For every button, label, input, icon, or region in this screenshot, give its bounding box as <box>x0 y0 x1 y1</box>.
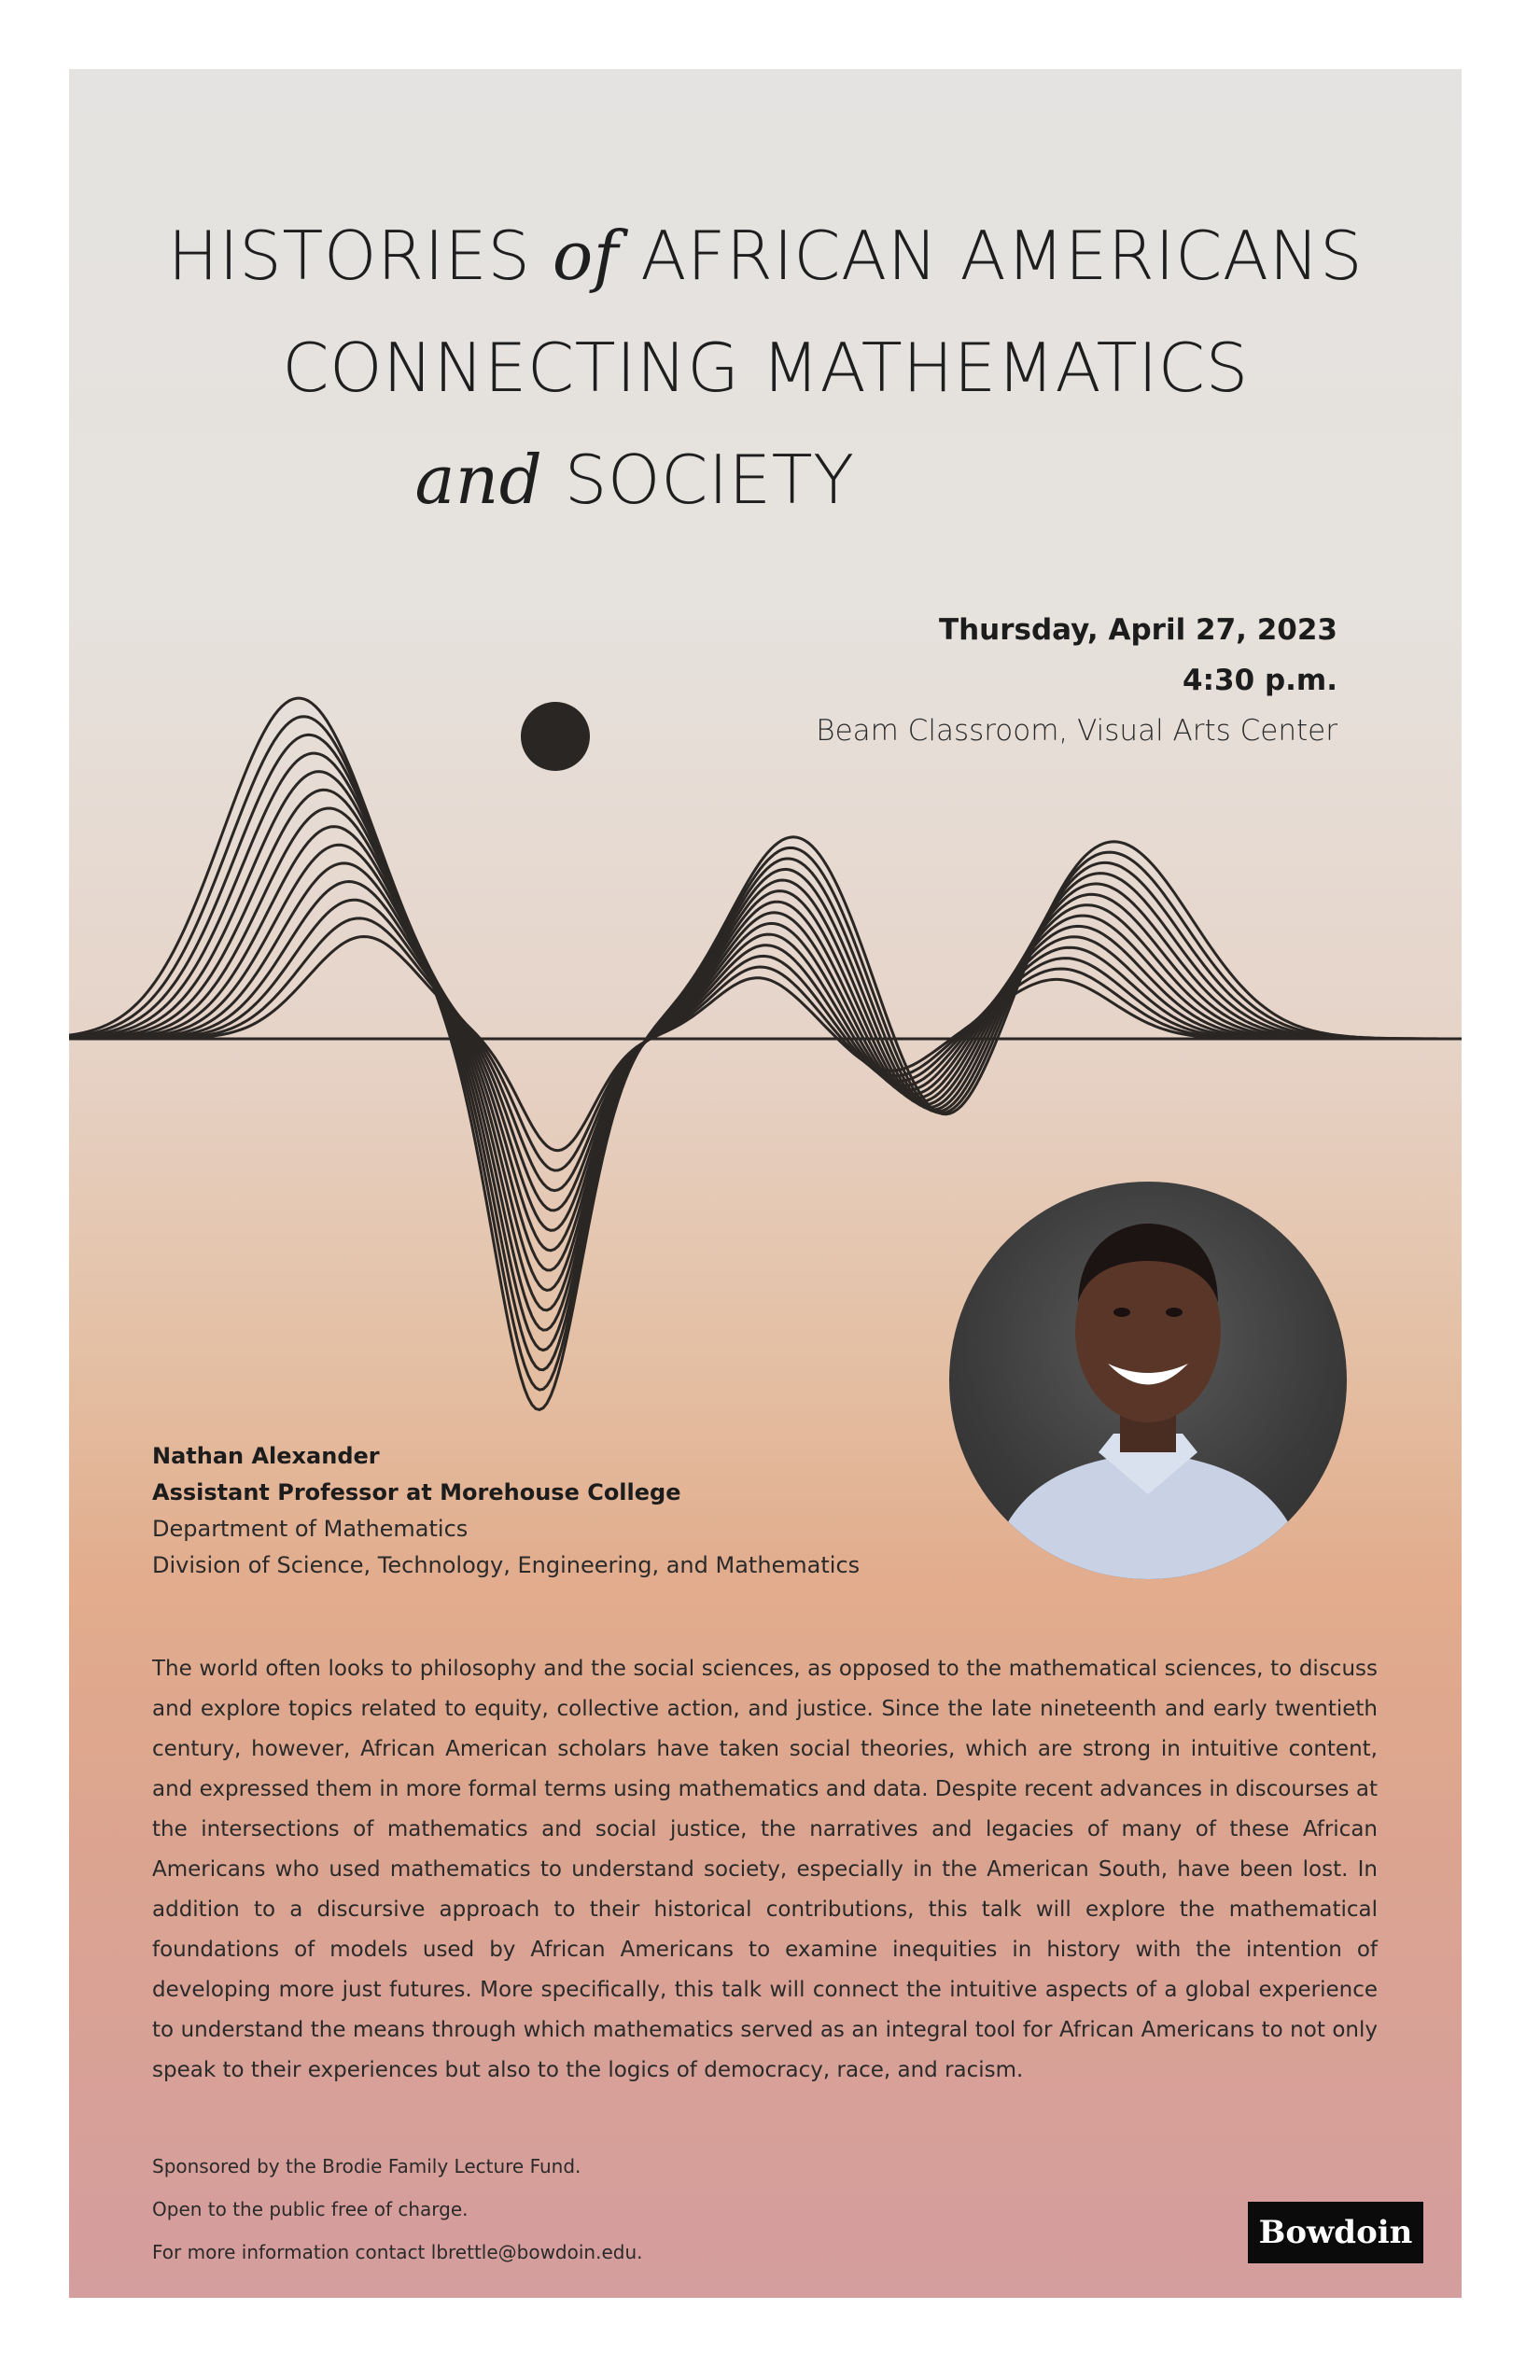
portrait-illustration <box>949 1182 1347 1579</box>
wave-line <box>69 900 1462 1190</box>
speaker-division: Division of Science, Technology, Engineering, and Mathematics <box>152 1552 861 1578</box>
left-eye <box>1113 1308 1130 1317</box>
footer-notes <box>152 2145 643 2274</box>
talk-abstract: The world often looks to philosophy and the social sciences, as opposed to the mathematical sciences, to discuss and explore topics related to equity, collective action, and justice. Since the late nineteenth and early twentieth century, however, African American scholars have taken social theories, which are strong in intuitive content, and expressed them in more formal terms using mathematics and data. Despite recent advances in discourses at the intersections of mathematics and social justice, the narratives and legacies of many of these African Americans who used mathematics to understand society, especially in the American South, have been lost. In addition to a discursive approach to their historical contributions, this talk will explore the mathematical foundations of models used by African Americans to examine inequities in history with the intention of developing more just futures. More specifically, this talk will connect the intuitive aspects of a global experience to understand the means through which mathematics served as an integral tool for African Americans to not only speak to their experiences but also to the logics of democracy, race, and racism. <box>152 1657 1378 2082</box>
bowdoin-logo: Bowdoin <box>1248 2202 1423 2263</box>
sponsor-note: Sponsored by the Brodie Family Lecture Fund. <box>152 2155 581 2177</box>
title-line-2: CONNECTING MATHEMATICS <box>282 329 1249 407</box>
title-line-3: and SOCIETY <box>414 441 855 519</box>
event-poster <box>69 69 1462 2298</box>
event-venue: Beam Classroom, Visual Arts Center <box>816 714 1337 748</box>
speaker-name: Nathan Alexander <box>152 1443 380 1469</box>
speaker-position: Assistant Professor at Morehouse College <box>152 1479 681 1505</box>
title-line-1: HISTORIES of AFRICAN AMERICANS <box>167 217 1364 295</box>
event-date: Thursday, April 27, 2023 <box>938 613 1337 647</box>
speaker-block <box>152 1438 860 1584</box>
contact-note: For more information contact lbrettle@bowdoin.edu. <box>152 2241 643 2263</box>
speaker-department: Department of Mathematics <box>152 1516 469 1542</box>
speaker-photo <box>949 1182 1347 1579</box>
public-note: Open to the public free of charge. <box>152 2198 469 2220</box>
right-eye <box>1166 1308 1183 1317</box>
wave-line <box>69 827 1462 1270</box>
sun-dot <box>521 702 590 771</box>
wave-line <box>69 882 1462 1211</box>
event-time: 4:30 p.m. <box>1183 664 1337 697</box>
